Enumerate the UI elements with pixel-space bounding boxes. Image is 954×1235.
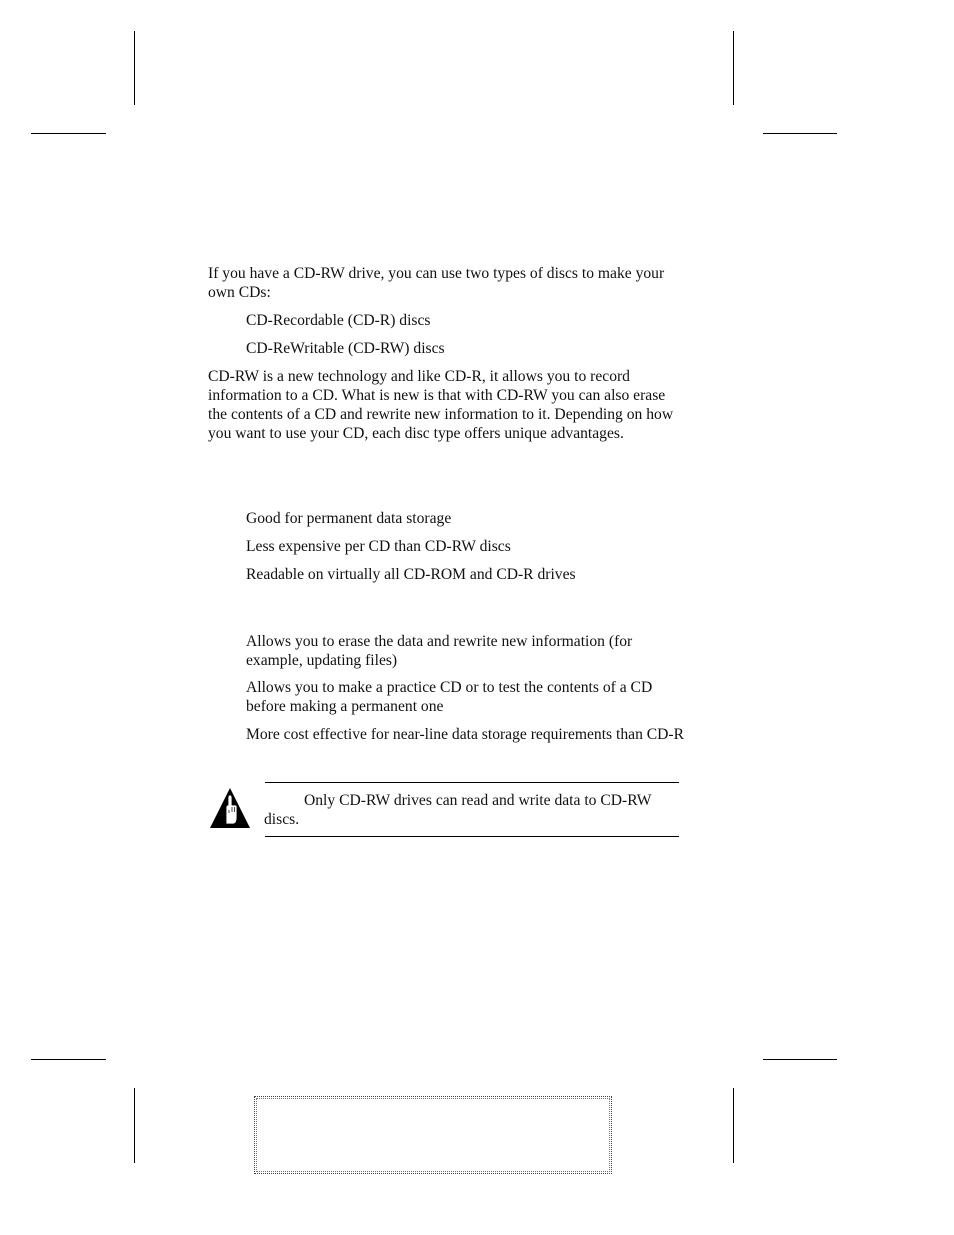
disc-type-item: CD-Recordable (CD-R) discs bbox=[246, 312, 431, 329]
cdr-advantage-item: Good for permanent data storage bbox=[246, 510, 452, 527]
dotted-stamp-box bbox=[254, 1096, 612, 1174]
cdrw-advantage-item: More cost effective for near-line data storage requirements than CD-R bbox=[246, 726, 685, 743]
description-paragraph: CD-RW is a new technology and like CD-R, it allows you to record information to a CD. What is new is that with CD-RW you can also erase the contents of a CD and rewrite new information to it. Depending on how you want to use your CD, each disc type offers unique advantages. bbox=[208, 368, 674, 442]
cdrw-advantage-item: Allows you to erase the data and rewrite new information (for example, updating files) bbox=[246, 633, 633, 669]
crop-mark-bottom-left-vertical bbox=[134, 1088, 135, 1163]
crop-mark-top-left-horizontal bbox=[31, 133, 106, 134]
cdr-advantage-item: Readable on virtually all CD-ROM and CD-R drives bbox=[246, 566, 576, 583]
crop-mark-top-left-vertical bbox=[134, 31, 135, 105]
crop-mark-top-right-horizontal bbox=[763, 133, 837, 134]
crop-mark-bottom-right-horizontal bbox=[763, 1059, 837, 1060]
disc-type-item: CD-ReWritable (CD-RW) discs bbox=[246, 340, 445, 357]
crop-mark-bottom-right-vertical bbox=[733, 1088, 734, 1163]
crop-mark-top-right-vertical bbox=[733, 31, 734, 105]
cdr-advantage-item: Less expensive per CD than CD-RW discs bbox=[246, 538, 511, 555]
note-top-rule bbox=[265, 782, 679, 783]
note-text: Only CD-RW drives can read and write data to CD-RW discs. bbox=[264, 792, 652, 828]
intro-paragraph: If you have a CD-RW drive, you can use two types of discs to make your own CDs: bbox=[208, 265, 665, 301]
note-bottom-rule bbox=[265, 836, 679, 837]
pointing-hand-note-icon bbox=[208, 786, 252, 830]
crop-mark-bottom-left-horizontal bbox=[31, 1059, 106, 1060]
cdrw-advantage-item: Allows you to make a practice CD or to test the contents of a CD before making a permanent one bbox=[246, 679, 653, 715]
